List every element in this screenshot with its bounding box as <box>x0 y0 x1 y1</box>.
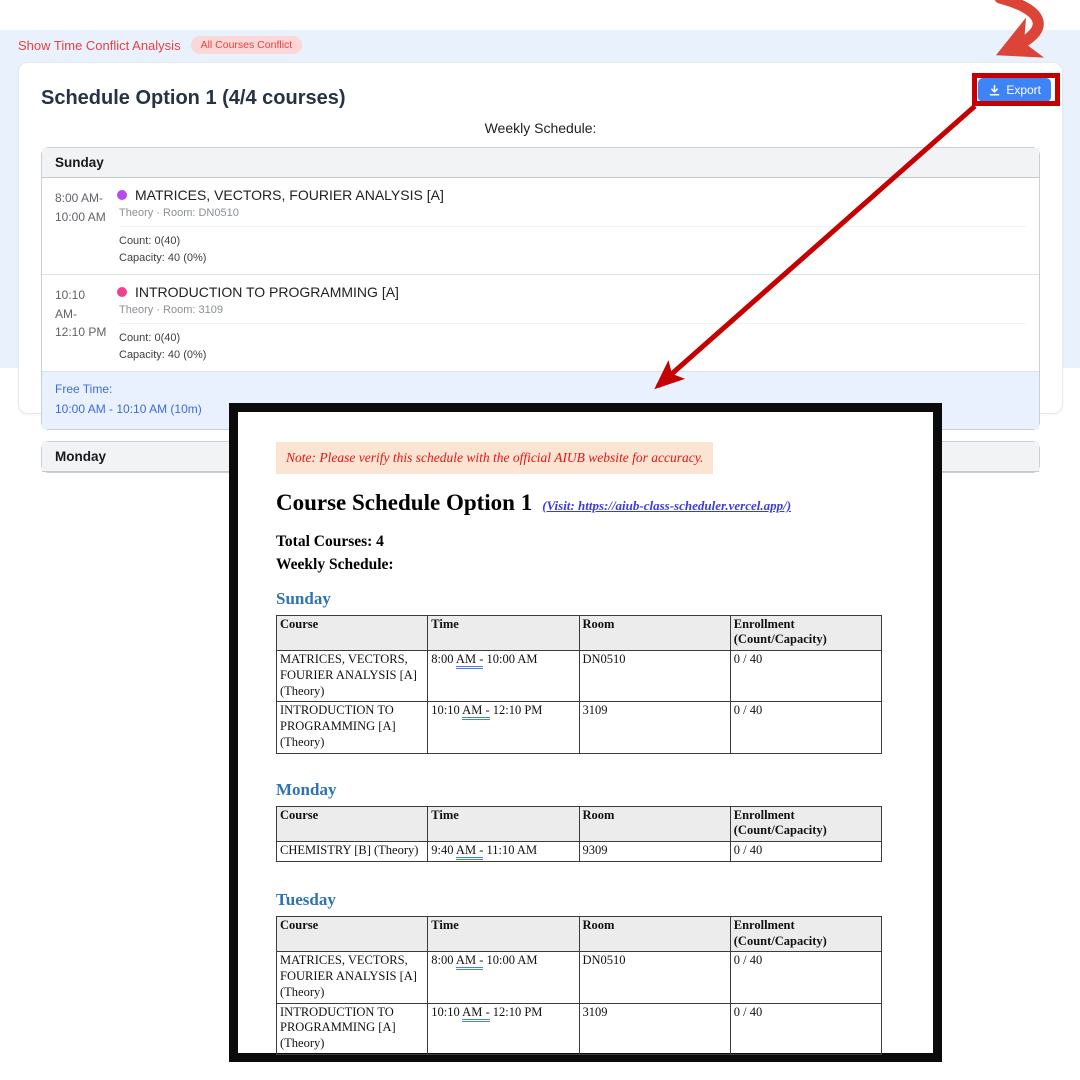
col-room: Room <box>579 806 730 842</box>
cell-time <box>428 1003 579 1054</box>
col-course: Course <box>277 806 428 842</box>
scheduler-site-link[interactable]: (Visit: https://aiub-class-scheduler.vercel.app/) <box>542 498 792 514</box>
course-row-main <box>107 284 1026 363</box>
col-room: Room <box>579 615 730 651</box>
weekly-schedule-heading: Weekly Schedule: <box>276 556 394 574</box>
table-header-row <box>277 615 882 651</box>
course-row-main <box>107 187 1026 266</box>
weekly-schedule-label: Weekly Schedule: <box>484 120 597 136</box>
col-enrollment: Enrollment (Count/Capacity) <box>730 615 881 651</box>
table-row <box>277 1003 882 1054</box>
enrollment-count: Count: 0(40) <box>119 235 181 247</box>
day-header-sunday: Sunday <box>42 148 1039 178</box>
col-course: Course <box>277 916 428 952</box>
doc-table-tuesday <box>276 916 882 1055</box>
course-meta: Theory · Room: 3109 <box>119 304 223 316</box>
cell-room: 9309 <box>579 842 730 862</box>
cell-time <box>428 952 579 1003</box>
col-enrollment: Enrollment (Count/Capacity) <box>730 806 881 842</box>
schedule-option-title: Schedule Option 1 (4/4 courses) <box>41 87 346 109</box>
time-text: 10:00 AM <box>483 953 538 968</box>
cell-time <box>428 842 579 862</box>
doc-day-heading-monday: Monday <box>276 779 337 799</box>
cell-course: CHEMISTRY [B] (Theory) <box>277 842 428 862</box>
time-text: 8:00 <box>431 953 456 968</box>
col-time: Time <box>428 615 579 651</box>
col-time: Time <box>428 806 579 842</box>
course-color-dot <box>117 190 127 200</box>
cell-room: 3109 <box>579 702 730 753</box>
time-end: 12:10 PM <box>55 325 107 340</box>
time-start: 10:10 AM- <box>55 288 86 321</box>
doc-day-heading-sunday: Sunday <box>276 588 331 608</box>
time-text: 8:00 <box>431 652 456 667</box>
cell-room: 3109 <box>579 1003 730 1054</box>
course-title: INTRODUCTION TO PROGRAMMING [A] <box>135 284 399 300</box>
doc-totals <box>276 530 895 577</box>
course-row <box>42 178 1039 275</box>
enrollment-block <box>119 323 1026 363</box>
grammar-marked-text: AM - <box>456 652 483 669</box>
course-title: MATRICES, VECTORS, FOURIER ANALYSIS [A] <box>135 187 444 203</box>
export-button-label: Export <box>1006 83 1041 97</box>
time-end: 10:00 AM <box>55 209 106 224</box>
enrollment-capacity: Capacity: 40 (0%) <box>119 348 207 361</box>
cell-enrollment: 0 / 40 <box>730 702 881 753</box>
sunday-card <box>41 147 1040 430</box>
cell-course: MATRICES, VECTORS, FOURIER ANALYSIS [A] (Theory) <box>277 952 428 1003</box>
cell-enrollment: 0 / 40 <box>730 952 881 1003</box>
course-color-dot <box>117 287 127 297</box>
time-text: 12:10 PM <box>489 1004 543 1019</box>
col-time: Time <box>428 916 579 952</box>
time-text: 10:10 <box>431 703 463 718</box>
time-text: 11:10 AM <box>483 843 538 858</box>
col-enrollment: Enrollment (Count/Capacity) <box>730 916 881 952</box>
table-header-row <box>277 916 882 952</box>
table-row <box>277 702 882 753</box>
grammar-marked-text: AM - <box>456 843 483 860</box>
grammar-marked-text: AM - <box>462 1005 489 1022</box>
doc-table-sunday <box>276 615 882 754</box>
cell-course: INTRODUCTION TO PROGRAMMING [A] (Theory) <box>277 1003 428 1054</box>
enrollment-capacity: Capacity: 40 (0%) <box>119 251 207 264</box>
verify-note: Note: Please verify this schedule with the official AIUB website for accuracy. <box>276 442 713 474</box>
grammar-marked-text: AM - <box>462 703 489 720</box>
export-preview-document <box>229 403 942 1062</box>
table-header-row <box>277 806 882 842</box>
time-text: 10:00 AM <box>483 652 538 667</box>
free-time-label: Free Time: <box>55 382 113 396</box>
conflict-toolbar <box>18 36 302 54</box>
show-time-conflict-link[interactable]: Show Time Conflict Analysis <box>18 37 181 53</box>
time-text: 9:40 <box>431 843 456 858</box>
time-start: 8:00 AM- <box>55 191 104 205</box>
export-highlight-rectangle <box>972 73 1060 106</box>
cell-room: DN0510 <box>579 651 730 702</box>
table-row <box>277 651 882 702</box>
doc-table-monday <box>276 806 882 862</box>
doc-day-heading-tuesday: Tuesday <box>276 889 336 909</box>
free-time-value: 10:00 AM - 10:10 AM (10m) <box>55 402 202 417</box>
cell-time <box>428 651 579 702</box>
course-meta: Theory · Room: DN0510 <box>119 207 239 219</box>
time-text: 12:10 PM <box>489 703 543 718</box>
course-title-line <box>117 187 1026 203</box>
cell-enrollment: 0 / 40 <box>730 651 881 702</box>
day-header-monday: Monday <box>42 442 1039 472</box>
all-courses-conflict-badge: All Courses Conflict <box>191 36 303 54</box>
cell-course: INTRODUCTION TO PROGRAMMING [A] (Theory) <box>277 702 428 753</box>
cell-room: DN0510 <box>579 952 730 1003</box>
doc-title-row <box>276 490 895 516</box>
course-row <box>42 275 1039 372</box>
table-row <box>277 842 882 862</box>
table-row <box>277 952 882 1003</box>
col-room: Room <box>579 916 730 952</box>
total-courses: Total Courses: 4 <box>276 533 384 551</box>
col-course: Course <box>277 615 428 651</box>
time-range <box>55 187 107 266</box>
cell-course: MATRICES, VECTORS, FOURIER ANALYSIS [A] (Theory) <box>277 651 428 702</box>
grammar-marked-text: AM - <box>456 953 483 970</box>
cell-enrollment: 0 / 40 <box>730 1003 881 1054</box>
doc-title: Course Schedule Option 1 <box>276 490 533 516</box>
cell-time <box>428 702 579 753</box>
enrollment-block <box>119 226 1026 266</box>
time-text: 10:10 <box>431 1004 463 1019</box>
enrollment-count: Count: 0(40) <box>119 332 181 344</box>
course-title-line <box>117 284 1026 300</box>
cell-enrollment: 0 / 40 <box>730 842 881 862</box>
time-range <box>55 284 107 363</box>
